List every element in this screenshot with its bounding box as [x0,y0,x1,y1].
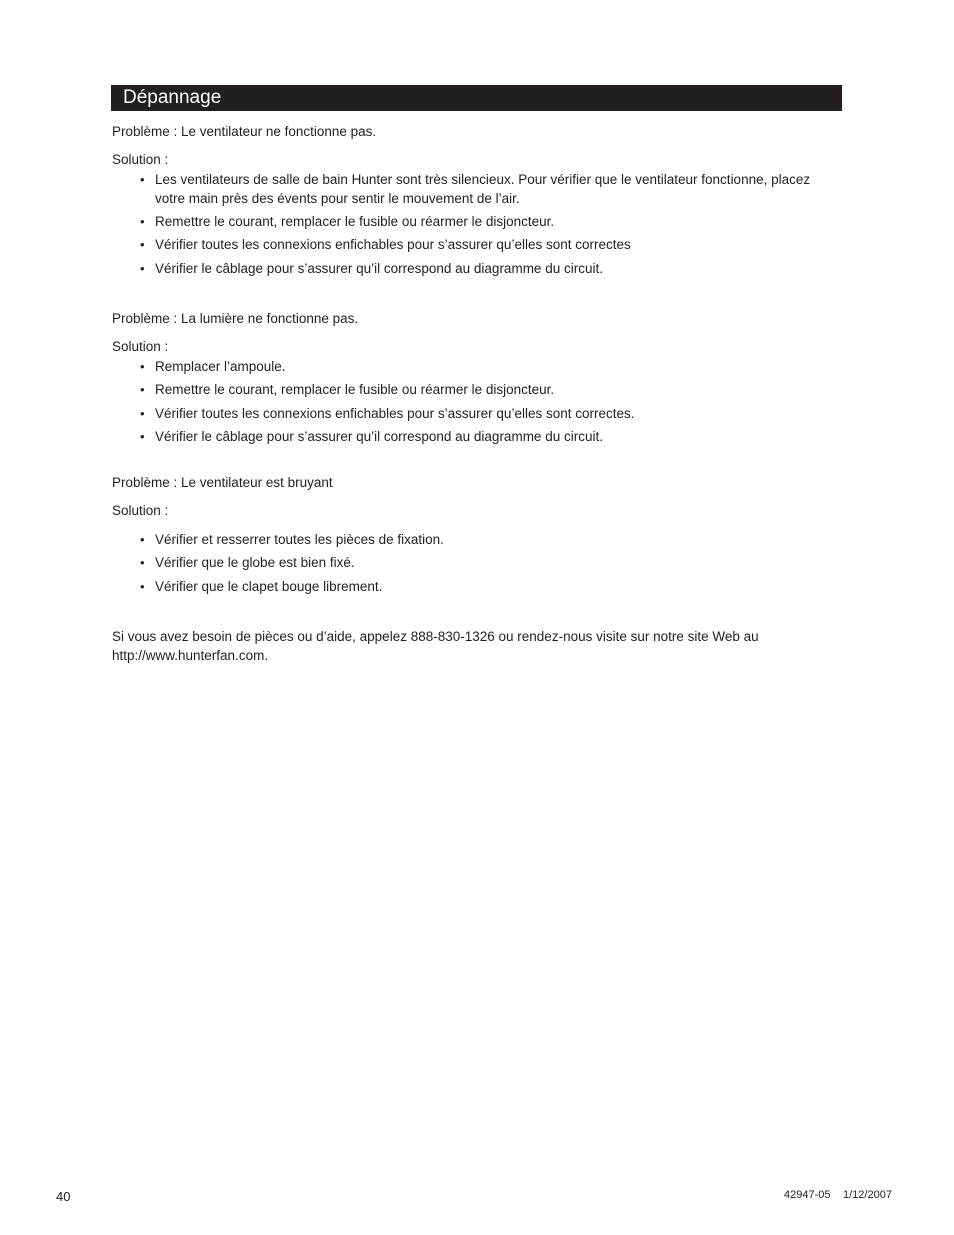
problem-2-item-2: Remettre le courant, remplacer le fusible ou réarmer le disjoncteur. [155,382,555,397]
page-number: 40 [56,1189,71,1204]
contact-text: Si vous avez besoin de pièces ou d’aide, appelez 888-830-1326 ou rendez-nous visite sur notre site Web au [112,629,759,644]
bullet-icon: • [140,214,145,229]
doc-number: 42947-05 [784,1189,831,1201]
problem-2-title: Problème : La lumière ne fonctionne pas. [112,311,359,326]
bullet-icon: • [140,359,145,374]
bullet-icon: • [140,172,145,187]
bullet-icon: • [140,579,145,594]
bullet-icon: • [140,261,145,276]
problem-1-item-1: Les ventilateurs de salle de bain Hunter sont très silencieux. Pour vérifier que le ventilateur fonctionne, placez votre main près des évents pour sentir le mouvement de l’air. [155,172,811,206]
problem-3-item-3: Vérifier que le clapet bouge librement. [155,579,383,594]
problem-2-item-1: Remplacer l’ampoule. [155,359,286,374]
problem-3-solution-label: Solution : [112,503,169,518]
bullet-icon: • [140,532,145,547]
problem-2-solution-label: Solution : [112,339,169,354]
bullet-icon: • [140,406,145,421]
problem-3-item-2: Vérifier que le globe est bien fixé. [155,555,355,570]
contact-url: http://www.hunterfan.com. [112,648,269,663]
bullet-icon: • [140,555,145,570]
section-title: Dépannage [111,85,842,111]
doc-date: 1/12/2007 [843,1189,892,1201]
problem-2-item-4: Vérifier le câblage pour s’assurer qu’il correspond au diagramme du circuit. [155,429,603,444]
bullet-icon: • [140,237,145,252]
problem-3-title: Problème : Le ventilateur est bruyant [112,475,333,490]
problem-1-item-3: Vérifier toutes les connexions enfichables pour s’assurer qu’elles sont correctes [155,237,631,252]
problem-2-item-3: Vérifier toutes les connexions enfichables pour s’assurer qu’elles sont correctes. [155,406,635,421]
problem-1-title: Problème : Le ventilateur ne fonctionne pas. [112,124,377,139]
bullet-icon: • [140,382,145,397]
problem-1-solution-label: Solution : [112,152,169,167]
problem-1-item-2: Remettre le courant, remplacer le fusible ou réarmer le disjoncteur. [155,214,555,229]
bullet-icon: • [140,429,145,444]
problem-3-item-1: Vérifier et resserrer toutes les pièces de fixation. [155,532,444,547]
problem-1-item-4: Vérifier le câblage pour s’assurer qu’il correspond au diagramme du circuit. [155,261,603,276]
